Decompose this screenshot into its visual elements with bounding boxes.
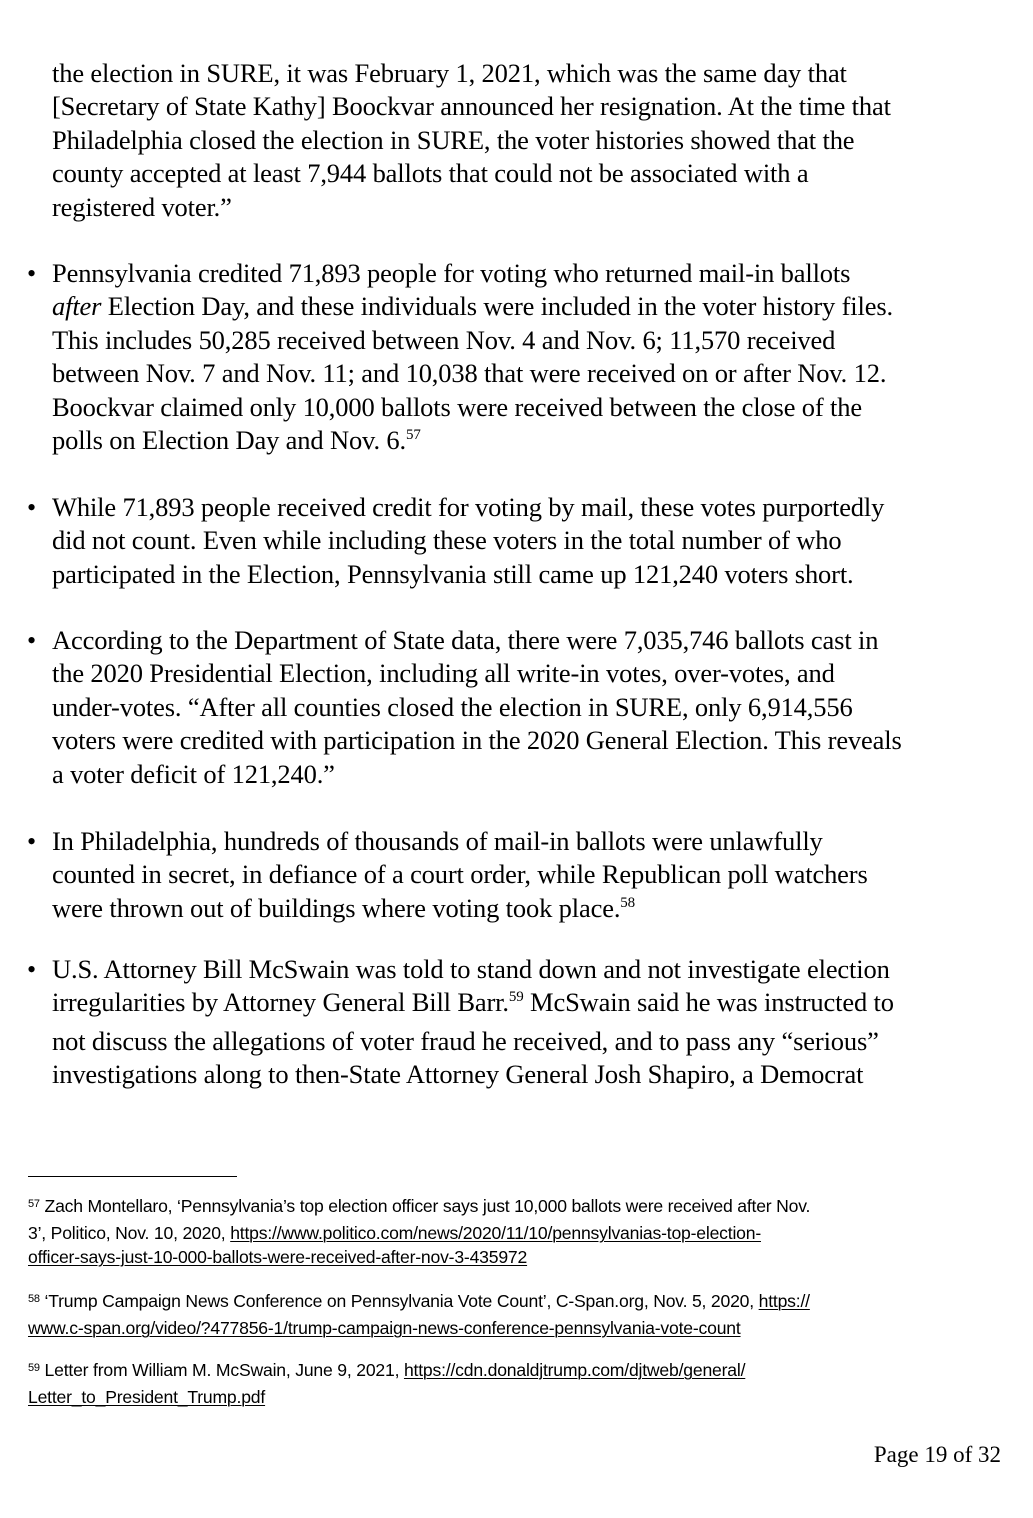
text-line: between Nov. 7 and Nov. 11; and 10,038 that were received on or after Nov. 12. [52, 358, 887, 389]
text-line: [Secretary of State Kathy] Boockvar announced her resignation. At the time that [52, 91, 891, 122]
emphasis-after: after [52, 291, 102, 322]
bullet-text [52, 491, 1012, 591]
text-span: polls on Election Day and Nov. 6. [52, 425, 406, 456]
text-span: ‘Trump Campaign News Conference on Pennsylvania Vote Count’, C-Span.org, Nov. 5, 2020, [39, 1291, 759, 1311]
text-line: voters were credited with participation in the 2020 General Election. This reveals [52, 725, 902, 756]
text-line: Pennsylvania credited 71,893 people for voting who returned mail-in ballots [52, 258, 851, 288]
text-line [28, 1316, 1003, 1340]
footnote-number: 57 [28, 1198, 40, 1210]
bullet-text [52, 825, 1012, 930]
bullet-icon: • [27, 626, 37, 655]
text-line [28, 1221, 1003, 1245]
bullet-icon: • [27, 827, 37, 856]
letter-pdf-link-continued[interactable]: Letter_to_President_Trump.pdf [28, 1387, 266, 1407]
text-line [52, 424, 1012, 462]
bullet-icon: • [27, 259, 37, 288]
text-line [28, 1385, 1003, 1409]
bullet-icon: • [27, 493, 37, 522]
bullet-text [52, 953, 1012, 1092]
text-span: Zach Montellaro, ‘Pennsylvania’s top election officer says just 10,000 ballots were received after Nov. [39, 1196, 811, 1216]
text-line: This includes 50,285 received between Nov. 4 and Nov. 6; 11,570 received [52, 324, 836, 355]
text-line: Philadelphia closed the election in SURE, the voter histories showed that the [52, 124, 855, 155]
politico-link[interactable]: https://www.politico.com/news/2020/11/10/pennsylvanias-top-election- [230, 1223, 761, 1243]
footnote-59 [28, 1358, 1003, 1409]
text-line: not discuss the allegations of voter fraud he received, and to pass any “serious” [52, 1025, 879, 1056]
bullet-icon: • [27, 955, 37, 984]
text-span: Letter from William M. McSwain, June 9, 2021, [39, 1360, 404, 1380]
text-line [52, 290, 1012, 323]
text-line: under-votes. “After all counties closed the election in SURE, only 6,914,556 [52, 691, 853, 722]
cspan-link[interactable]: https:// [758, 1291, 810, 1311]
text-line: investigations along to then-State Attorney General Josh Shapiro, a Democrat [52, 1059, 864, 1090]
text-line: Boockvar claimed only 10,000 ballots were received between the close of the [52, 391, 862, 422]
footnote-ref-59[interactable]: 59 [508, 989, 524, 1006]
text-line: registered voter.” [52, 191, 232, 222]
letter-pdf-link[interactable]: https://cdn.donaldjtrump.com/djtweb/general/ [403, 1360, 746, 1380]
text-line: counted in secret, in defiance of a court order, while Republican poll watchers [52, 859, 868, 890]
page-number: Page 19 of 32 [873, 1442, 1001, 1467]
text-span: irregularities by Attorney General Bill Barr. [52, 987, 509, 1018]
footnote-57 [28, 1194, 1003, 1269]
text-span: Election Day, and these individuals were included in the voter history files. [101, 291, 893, 322]
text-line: did not count. Even while including these voters in the total number of who [52, 525, 842, 556]
text-line [28, 1289, 1003, 1316]
footnote-number: 58 [28, 1293, 40, 1305]
bullet-text [52, 257, 1012, 462]
bullet-text [52, 624, 1012, 791]
text-line [52, 986, 1012, 1024]
text-line: According to the Department of State data, there were 7,035,746 ballots cast in [52, 625, 879, 655]
text-line: the 2020 Presidential Election, including all write-in votes, over-votes, and [52, 658, 835, 689]
text-line [28, 1194, 1003, 1221]
text-span: McSwain said he was instructed to [523, 987, 894, 1018]
text-line: While 71,893 people received credit for voting by mail, these votes purportedly [52, 492, 885, 522]
footnote-58 [28, 1289, 1003, 1340]
text-line: participated in the Election, Pennsylvania still came up 121,240 voters short. [52, 558, 854, 589]
text-line: a voter deficit of 121,240.” [52, 758, 335, 789]
text-line [28, 1358, 1003, 1385]
politico-link-continued[interactable]: officer-says-just-10-000-ballots-were-received-after-nov-3-435972 [28, 1247, 528, 1267]
text-line: In Philadelphia, hundreds of thousands of mail-in ballots were unlawfully [52, 826, 823, 856]
continuation-paragraph [52, 57, 1012, 224]
text-line [28, 1245, 1003, 1269]
footnote-ref-57[interactable]: 57 [405, 427, 421, 444]
text-line: U.S. Attorney Bill McSwain was told to stand down and not investigate election [52, 954, 890, 984]
text-span: 3’, Politico, Nov. 10, 2020, [28, 1223, 231, 1243]
text-line [52, 892, 1012, 930]
footnote-ref-58[interactable]: 58 [620, 894, 635, 911]
cspan-link-continued[interactable]: www.c-span.org/video/?477856-1/trump-campaign-news-conference-pennsylvania-vote-count [28, 1318, 741, 1338]
text-span: were thrown out of buildings where voting took place. [52, 892, 621, 923]
footnote-number: 59 [28, 1362, 40, 1374]
footnote-divider [28, 1176, 237, 1177]
text-line: the election in SURE, it was February 1, 2021, which was the same day that [52, 58, 847, 88]
text-line: county accepted at least 7,944 ballots that could not be associated with a [52, 158, 809, 189]
